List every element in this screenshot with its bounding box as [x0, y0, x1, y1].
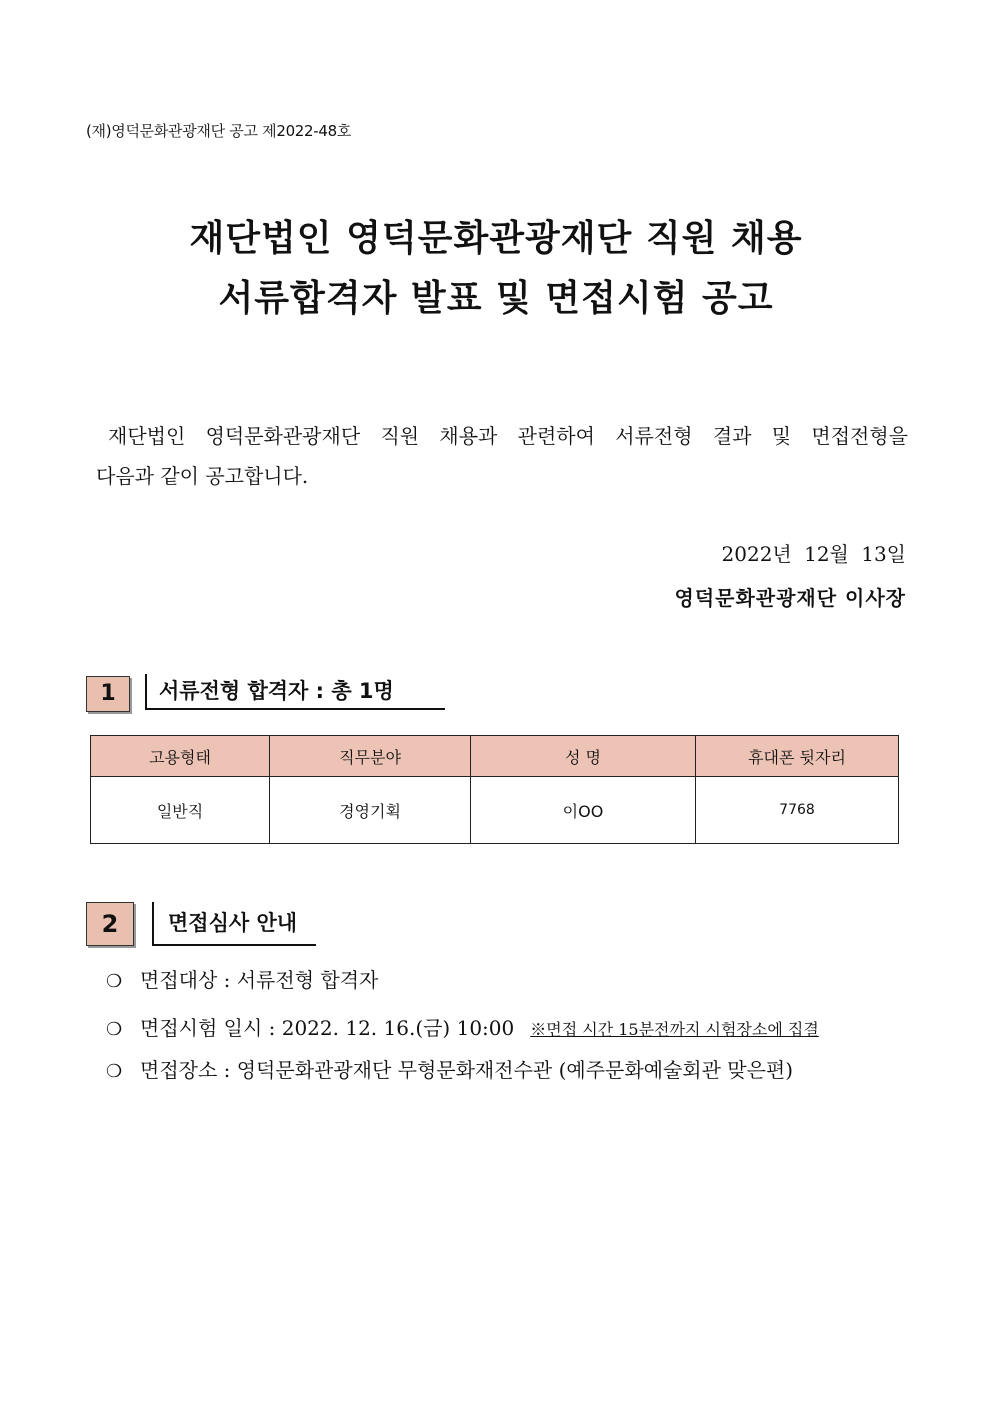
- signer: 영덕문화관광재단 이사장: [674, 586, 906, 610]
- section1-title: 서류전형 합격자 : 총 1명: [145, 674, 445, 710]
- table-cell: 7768: [696, 777, 899, 844]
- results-table: [90, 735, 899, 844]
- table-header-cell: 성 명: [471, 736, 696, 777]
- table-cell: 일반직: [91, 777, 270, 844]
- list-item-text: 면접대상 : 서류전형 합격자: [140, 968, 379, 992]
- table-row: [91, 777, 899, 844]
- page-title-line1: 재단법인 영덕문화관광재단 직원 채용: [189, 218, 803, 259]
- body-text-line1: 재단법인 영덕문화관광재단 직원 채용과 관련하여 서류전형 결과 및 면접전형을: [108, 424, 908, 448]
- table-header-cell: 고용형태: [91, 736, 270, 777]
- list-item: [106, 1012, 819, 1041]
- list-item: [106, 964, 378, 993]
- announcement-date: 2022년 12월 13일: [721, 542, 906, 566]
- list-item-note: ※면접 시간 15분전까지 시험장소에 집결: [530, 1020, 819, 1039]
- list-item-text: 면접시험 일시 : 2022. 12. 16.(금) 10:00: [140, 1016, 515, 1040]
- table-header-cell: 직무분야: [270, 736, 471, 777]
- table-cell: 경영기획: [270, 777, 471, 844]
- section2-title: 면접심사 안내: [152, 902, 316, 946]
- table-header-row: [91, 736, 899, 777]
- circle-bullet-icon: ❍: [106, 1061, 123, 1082]
- circle-bullet-icon: ❍: [106, 971, 123, 992]
- page-title-line2: 서류합격자 발표 및 면접시험 공고: [218, 278, 774, 319]
- notice-number: (재)영덕문화관광재단 공고 제2022-48호: [86, 122, 352, 140]
- list-item-text: 면접장소 : 영덕문화관광재단 무형문화재전수관 (예주문화예술회관 맞은편): [140, 1058, 794, 1082]
- section1-number-badge: 1: [86, 676, 130, 712]
- section2-number-badge: 2: [86, 902, 134, 946]
- list-item: [106, 1054, 793, 1083]
- table-header-cell: 휴대폰 뒷자리: [696, 736, 899, 777]
- circle-bullet-icon: ❍: [106, 1019, 123, 1040]
- table-cell: 이OO: [471, 777, 696, 844]
- body-text-line2: 다음과 같이 공고합니다.: [96, 464, 309, 488]
